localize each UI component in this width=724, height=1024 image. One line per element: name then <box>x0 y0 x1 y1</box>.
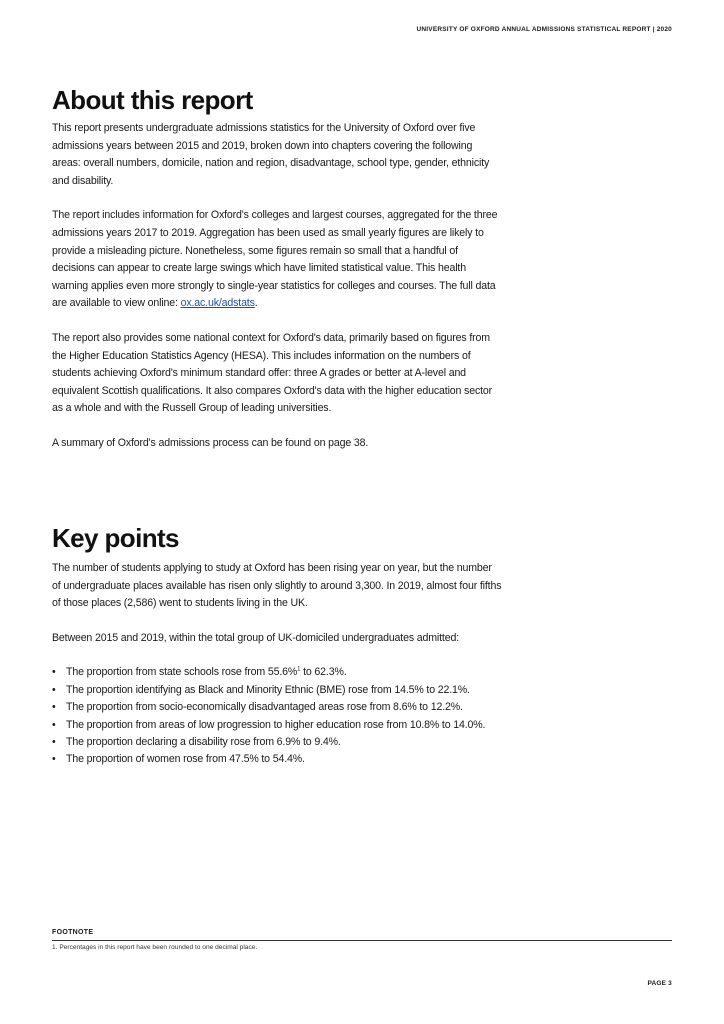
about-paragraph-2 <box>52 207 502 313</box>
key-points-intro: The number of students applying to study at Oxford has been rising year on year, but the number of undergraduate places available has risen only slightly to around 3,300. In 2019, almost four fifths of those places (2,586) went to students living in the UK. <box>52 562 502 610</box>
key-points-list <box>52 664 502 768</box>
bullet-icon: • <box>52 683 56 696</box>
about-paragraph-3: The report also provides some national context for Oxford's data, primarily based on figures from the Higher Education Statistics Agency (HESA). This includes information on the numbers of students achieving Oxford's minimum standard offer: three A grades or better at A-level and equivalent Scottish qualifications. It also compares Oxford's data with the higher education sector as a whole and with the Russell Group of leading universities. <box>52 331 493 415</box>
list-item <box>52 734 502 751</box>
bullet-text: The proportion of women rose from 47.5% to 54.4%. <box>66 753 305 766</box>
key-points-section <box>52 522 502 769</box>
about-heading: About this report <box>52 85 253 115</box>
key-points-lead: Between 2015 and 2019, within the total group of UK-domiciled undergraduates admitted: <box>52 631 460 644</box>
list-item <box>52 699 502 716</box>
footnote-text: 1. Percentages in this report have been rounded to one decimal place. <box>52 944 258 951</box>
about-section <box>52 84 502 470</box>
footnote-divider <box>52 940 672 941</box>
list-item <box>52 682 502 699</box>
list-item <box>52 717 502 734</box>
footnote-label: FOOTNOTE <box>52 929 94 936</box>
footnote-reference: 1 <box>297 666 301 673</box>
bullet-icon: • <box>52 718 56 731</box>
about-paragraph-1: This report presents undergraduate admissions statistics for the University of Oxford over five admissions years between 2015 and 2019, broken down into chapters covering the following areas: overall numbers, domicile, nation and region, disadvantage, school type, gender, ethnicity and disability. <box>52 122 490 187</box>
list-item <box>52 664 502 681</box>
bullet-text-end: to 62.3%. <box>300 666 347 679</box>
adstats-link[interactable]: ox.ac.uk/adstats <box>180 297 255 310</box>
about-paragraph-2-text: The report includes information for Oxford's colleges and largest courses, aggregated for the three admissions years 2017 to 2019. Aggregation has been used as small yearly figures are likely to provide a misleading picture. Nonetheless, some figures remain so small that a handful of decisions can appear to create large swings which have limited statistical value. This health warning applies even more strongly to single-year statistics for colleges and courses. The full data are available to view online: <box>52 209 498 310</box>
page-number: PAGE 3 <box>647 980 672 987</box>
bullet-text: The proportion from socio-economically disadvantaged areas rose from 8.6% to 12.2%. <box>66 701 463 714</box>
bullet-text: The proportion declaring a disability rose from 6.9% to 9.4%. <box>66 736 341 748</box>
bullet-text: The proportion from areas of low progression to higher education rose from 10.8% to 14.0%. <box>66 718 486 731</box>
key-points-heading: Key points <box>52 523 179 553</box>
running-header: UNIVERSITY OF OXFORD ANNUAL ADMISSIONS STATISTICAL REPORT | 2020 <box>416 26 672 33</box>
about-paragraph-2-end: . <box>254 297 258 310</box>
bullet-icon: • <box>52 736 56 748</box>
bullet-text: The proportion from state schools rose from 55.6% <box>66 666 298 679</box>
bullet-icon: • <box>52 701 56 714</box>
bullet-text: The proportion identifying as Black and Minority Ethnic (BME) rose from 14.5% to 22.1%. <box>66 683 470 696</box>
footnote-block <box>52 929 672 951</box>
list-item <box>52 751 502 768</box>
about-paragraph-4: A summary of Oxford's admissions process can be found on page 38. <box>52 436 369 449</box>
bullet-icon: • <box>52 666 56 679</box>
bullet-icon: • <box>52 753 56 766</box>
